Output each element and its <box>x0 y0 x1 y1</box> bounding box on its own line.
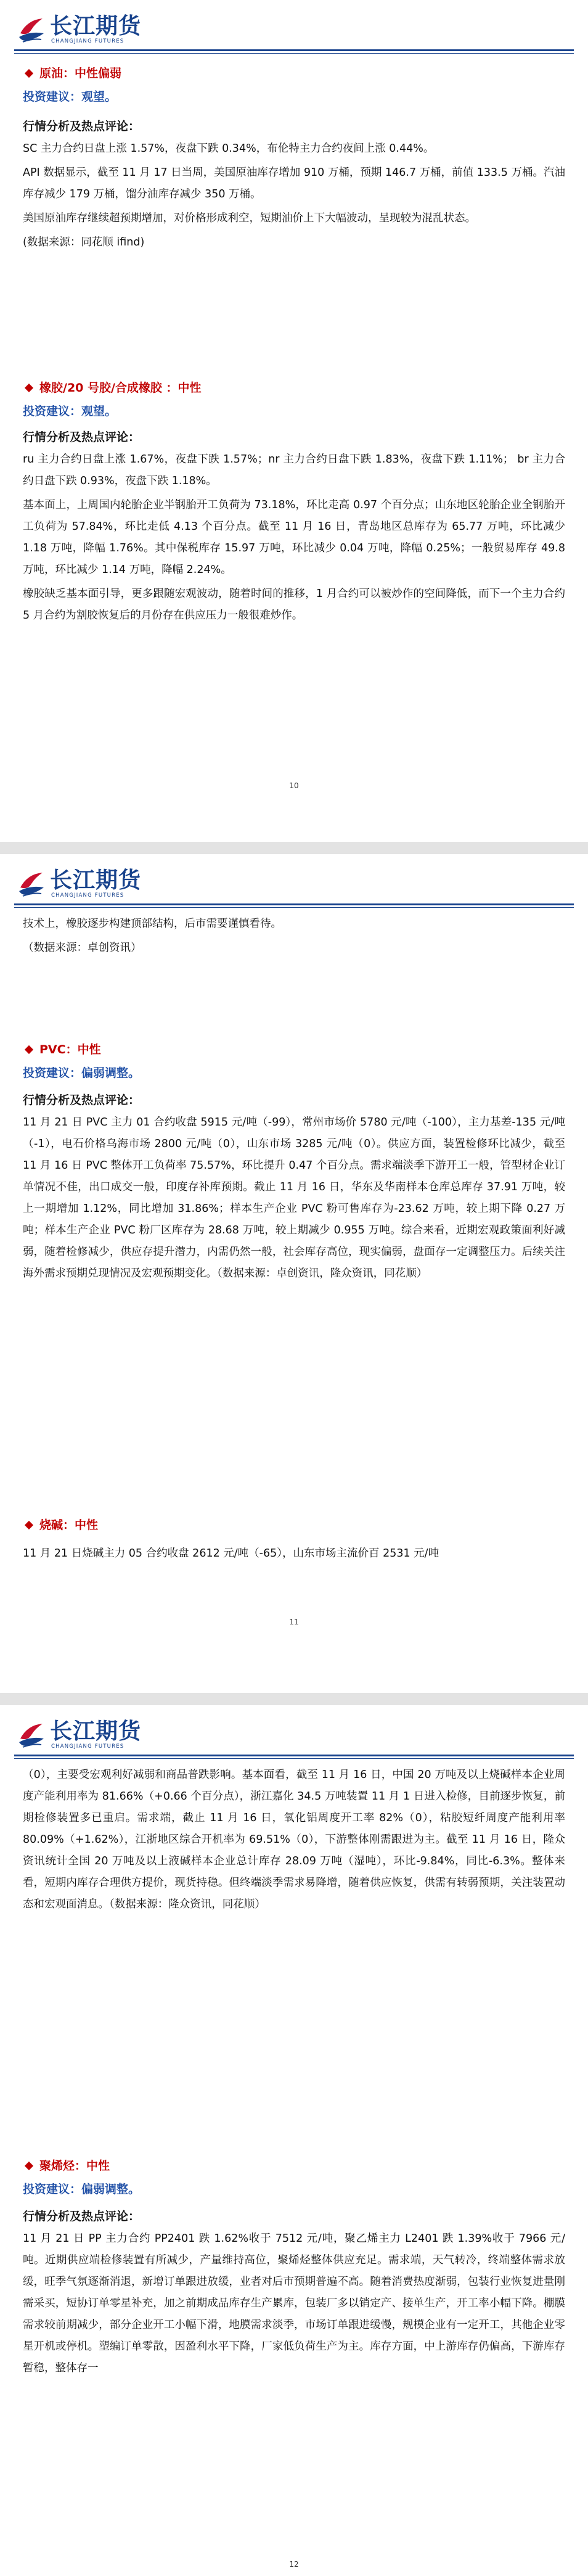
document-page-12 <box>0 1705 588 2576</box>
paragraph: 技术上，橡胶逐步构建顶部结构，后市需要谨慎看待。 <box>23 918 282 930</box>
diamond-bullet-icon <box>25 69 33 78</box>
page-number: 10 <box>289 781 299 790</box>
data-source: （数据来源：卓创资讯） <box>23 942 142 954</box>
header-rule <box>14 903 574 905</box>
header-rule-thin <box>14 53 574 54</box>
commentary-heading: 行情分析及热点评论： <box>23 120 141 133</box>
investment-advice: 投资建议：偏弱调整。 <box>23 1066 141 1080</box>
paragraph: （0），主要受宏观利好减弱和商品普跌影响。基本面看，截至 11 月 16 日，中国 20 万吨及以上烧碱样本企业周度产能利用率为 81.66%（+0.66 个百分点），浙江嘉化 34.5 万吨装置 11 月 1 日进入检修，目前逐步恢复，前期检修装置多已重启。需求端，截止 11 月 16 日，氧化铝周度开工率 82%（0），粘胶短纤周度产能利用率 80.09%（+1.62%），江浙地区综合开机率为 69.51%（0），下游整体刚需跟进为主。截至 11 月 16 日，隆众资讯统计全国 20 万吨及以上液碱样本企业总计库存 28.09 万吨（湿吨），环比-9.84%，同比-6.3%。整体来看，短期内库存合理供方提价，现货持稳。但终端淡季需求易降增，随着供应恢复，供需有转弱预期，关注装置动态和宏观面消息。（数据来源：隆众资讯，同花顺） <box>23 1769 565 1911</box>
data-source: (数据来源：同花顺 ifind) <box>23 236 145 249</box>
commentary-heading: 行情分析及热点评论： <box>23 1093 141 1107</box>
commentary-heading: 行情分析及热点评论： <box>23 2210 141 2223</box>
brand-logo <box>17 868 165 900</box>
crude-section <box>23 64 565 253</box>
header-rule <box>14 49 574 51</box>
paragraph: 美国原油库存继续超预期增加，对价格形成利空，短期油价上下大幅波动，呈现较为混乱状态。 <box>23 212 476 224</box>
paragraph: 11 月 21 日 PP 主力合约 PP2401 跌 1.62%收于 7512 元/吨，聚乙烯主力 L2401 跌 1.39%收于 7966 元/吨。近期供应端检修装置有所减少，产量维持高位，聚烯烃整体供应充足。需求端，天气转冷，终端整体需求放缓，旺季气氛逐渐消退，新增订单跟进放缓，业者对后市预期普遍不高。随着消费热度渐弱，包装行业恢复进量刚需采买，短协订单零星补充，加之前期成品库存生产累库，包装厂多以销定产、接单生产，开工率小幅下降。棚膜需求较前期减少，部分企业开工小幅下滑，地膜需求淡季，市场订单跟进缓慢，规模企业有一定开工，其他企业零星开机或停机。塑编订单零散，因盈利水平下降，厂家低负荷生产为主。库存方面，中上游库存仍偏高，下游库存暂稳，整体存一 <box>23 2232 565 2374</box>
paragraph: 基本面上，上周国内轮胎企业半钢胎开工负荷为 73.18%，环比走高 0.97 个百分点；山东地区轮胎企业全钢胎开工负荷为 57.84%，环比走低 4.13 个百分点。截至 11 月 16 日，青岛地区总库存为 65.77 万吨，环比减少 1.18 万吨，降幅 1.76%。其中保税库存 15.97 万吨，环比减少 0.04 万吨，降幅 0.25%；一般贸易库存 49.8 万吨，环比减少 1.14 万吨，降幅 2.24%。 <box>23 499 565 576</box>
rubber-continued <box>23 913 565 959</box>
brand-name-en: CHANGJIANG FUTURES <box>51 38 125 44</box>
changjiang-logo-icon <box>17 869 46 899</box>
brand-name-cn: 长江期货 <box>50 13 142 39</box>
paragraph: ru 主力合约日盘上涨 1.67%，夜盘下跌 1.57%；nr 主力合约日盘下跌 1.83%，夜盘下跌 1.11%； br 主力合约日盘下跌 0.93%，夜盘下跌 1.18%。 <box>23 453 565 487</box>
diamond-bullet-icon <box>25 1521 33 1529</box>
header-rule <box>14 1755 574 1756</box>
paragraph: SC 主力合约日盘上涨 1.57%，夜盘下跌 0.34%，布伦特主力合约夜间上涨 0.44%。 <box>23 142 435 155</box>
brand-name-en: CHANGJIANG FUTURES <box>51 892 125 899</box>
diamond-bullet-icon <box>25 384 33 392</box>
brand-logo <box>17 14 165 46</box>
investment-advice: 投资建议：观望。 <box>23 405 117 418</box>
changjiang-logo-icon <box>17 1720 46 1750</box>
investment-advice: 投资建议：偏弱调整。 <box>23 2183 141 2196</box>
diamond-bullet-icon <box>25 2162 33 2170</box>
document-page-11 <box>0 854 588 1693</box>
rubber-section <box>23 379 565 627</box>
paragraph: 橡胶缺乏基本面引导，更多跟随宏观波动，随着时间的推移，1 月合约可以被炒作的空间降低，而下一个主力合约 5 月合约为割胶恢复后的月份存在供应压力一般很难炒作。 <box>23 588 565 622</box>
investment-advice: 投资建议：观望。 <box>23 90 117 104</box>
commentary-heading: 行情分析及热点评论： <box>23 430 141 444</box>
header-rule-thin <box>14 907 574 908</box>
section-title-crude: 原油：中性偏弱 <box>23 64 565 83</box>
changjiang-logo-icon <box>17 15 46 44</box>
pp-section <box>23 2157 565 2379</box>
paragraph: 11 月 21 日烧碱主力 05 合约收盘 2612 元/吨（-65），山东市场主流价百 2531 元/吨 <box>23 1547 439 1560</box>
section-title-polyolefin: 聚烯烃：中性 <box>23 2157 565 2175</box>
brand-name-en: CHANGJIANG FUTURES <box>51 1743 125 1750</box>
brand-name-cn: 长江期货 <box>50 867 142 893</box>
paragraph: 11 月 21 日 PVC 主力 01 合约收盘 5915 元/吨（-99），常州市场价 5780 元/吨（-100），主力基差-135 元/吨（-1），电石价格乌海市场 2800 元/吨（0），山东市场 3285 元/吨（0）。供应方面，装置检修环比减少，截至 11 月 16 日 PVC 整体开工负荷率 75.57%，环比提升 0.47 个百分点。需求端淡季下游开工一般，管型材企业订单情况不佳，出口成交一般，印度存补库预期。截止 11 月 16 日，华东及华南样本仓库总库存 37.91 万吨，较上一期增加 1.12%，同比增加 31.86%；样本生产企业 PVC 粉可售库存为-23.62 万吨，较上期下降 0.27 万吨；样本生产企业 PVC 粉厂区库存为 28.68 万吨，较上期减少 0.955 万吨。综合来看，近期宏观政策面利好减弱，随着检修减少，供应存提升潜力，内需仍然一般，社会库存高位，现实偏弱，盘面存一定调整压力。后续关注海外需求预期兑现情况及宏观预期变化。（数据来源：卓创资讯，隆众资讯，同花顺） <box>23 1116 565 1280</box>
document-page-10 <box>0 0 588 842</box>
section-title-pvc: PVC：中性 <box>23 1040 565 1059</box>
pvc-section <box>23 1040 565 1285</box>
page-number: 12 <box>289 2560 299 2569</box>
header-rule-thin <box>14 1758 574 1759</box>
paragraph: API 数据显示，截至 11 月 17 日当周，美国原油库存增加 910 万桶，预期 146.7 万桶，前值 133.5 万桶。汽油库存减少 179 万桶，馏分油库存减少 350 万桶。 <box>23 167 565 200</box>
page-number: 11 <box>289 1618 299 1626</box>
section-title-rubber: 橡胶/20 号胶/合成橡胶 ：中性 <box>23 379 565 397</box>
caustic-section <box>23 1516 565 1565</box>
section-title-caustic: 烧碱：中性 <box>23 1516 565 1534</box>
brand-name-cn: 长江期货 <box>50 1718 142 1744</box>
brand-logo <box>17 1719 165 1751</box>
diamond-bullet-icon <box>25 1045 33 1054</box>
caustic-continued <box>23 1764 565 1916</box>
